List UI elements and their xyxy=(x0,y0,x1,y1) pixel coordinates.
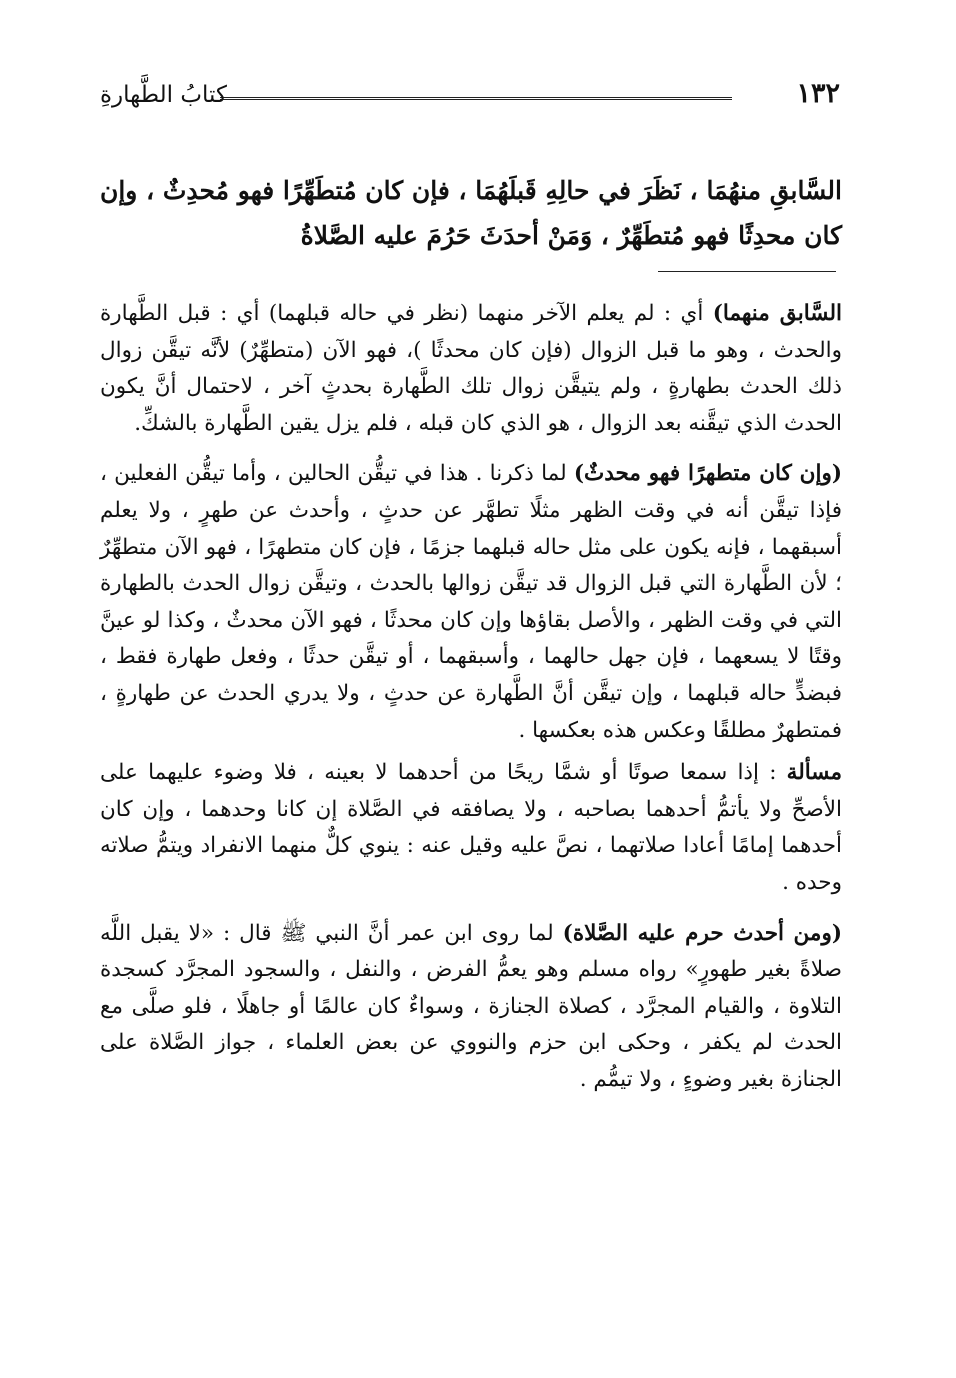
paragraph-lead: (ومن أحدث حرم عليه الصَّلاة) xyxy=(562,920,842,946)
paragraph-text: لما روى ابن عمر أنَّ النبي ﷺ قال : «لا يقبل اللَّه صلاةً بغير طهورٍ» رواه مسلم وهو يعمُّ الفرض ، والنفل ، والسجود المجرَّد كسجدة التلاوة ، والقيام المجرَّد ، كصلاة الجنازة ، وسواءٌ كان عالمًا أو جاهلًا ، فلو صلَّى مع الحدث لم يكفر ، وحكى ابن حزم والنووي عن بعض العلماء ، جواز الصَّلاة على الجنازة بغير وضوءٍ ، ولا تيمُّم . xyxy=(100,920,842,1092)
paragraph-4 xyxy=(100,916,842,1099)
paragraph-lead: مسألة xyxy=(786,760,842,786)
matn-divider xyxy=(658,271,836,272)
commentary xyxy=(100,296,842,1112)
chapter-title: كتابُ الطَّهارةِ xyxy=(100,82,227,108)
page-number: ١٣٢ xyxy=(796,78,840,109)
header-divider xyxy=(220,97,732,100)
paragraph-text: : إذا سمعا صوتًا أو شمَّا ريحًا من أحدهما لا بعينه ، فلا وضوء عليهما على الأصحِّ ولا يأتمُّ أحدهما بصاحبه ، ولا يصافقه في الصَّلاة إن كانا وحدهما ، وإن كان أحدهما إمامًا أعادا صلاتهما ، نصَّ عليه وقيل عنه : ينوي كلٌّ منهما الانفراد ويتمُّ صلاته وحده . xyxy=(100,760,842,895)
paragraph-text: أي : لم يعلم الآخر منهما (نظر في حاله قبلهما) أي : قبل الطَّهارة والحدث ، وهو ما قبل الزوال (فإن كان محدثًا )، فهو الآن (متطهِّرٌ) لأنَّه تيقَّن زوال ذلك الحدث بطهارةٍ ، ولم يتيقَّن زوال تلك الطَّهارة بحدثٍ آخر ، لاحتمال أنَّ يكون الحدث الذي تيقَّنه بعد الزوال ، هو الذي كان قبله ، فلم يزل يقين الطَّهارة بالشكِّ. xyxy=(100,301,842,436)
paragraph-text: لما ذكرنا . هذا في تيقُّن الحالين ، وأما تيقُّن الفعلين ، فإذا تيقَّن أنه في وقت الظهر مثلًا تطهَّر عن حدثٍ ، وأحدث عن طهرٍ ، ولا يعلم أسبقهما ، فإنه يكون على مثل حاله قبلهما جزمًا ، فإن كان متطهرًا ، فهو الآن متطهِّرٌ ؛ لأن الطَّهارة التي قبل الزوال قد تيقَّن زوالها بالحدث ، وتيقَّن زوال الحدث بالطهارة التي في وقت الظهر ، والأصل بقاؤها وإن كان محدثًا ، فهو الآن محدثٌ ، وكذا لو عينَّ وقتًا لا يسعهما ، فإن جهل حالهما ، وأسبقهما ، أو تيقَّن حدثًا ، وفعل طهارة فقط ، فبضدٍّ حاله قبلهما ، وإن تيقَّن أنَّ الطَّهارة عن حدثٍ ، ولا يدري الحدث عن طهارةٍ ، فمتطهرٌ مطلقًا وعكس هذه بعكسها . xyxy=(100,461,842,743)
paragraph-2 xyxy=(100,456,842,749)
paragraph-3 xyxy=(100,755,842,901)
matn-text: السَّابقِ منهُمَا ، نَظَرَ في حالِهِ قَبلَهُمَا ، فإن كان مُتطَهِّرًا فهو مُحدِثٌ ، وإن كان محدِثًا فهو مُتطَهِّرٌ ، وَمَنْ أحدَثَ حَرُمَ عليه الصَّلاةُ xyxy=(100,176,842,250)
page-header xyxy=(100,78,840,118)
paragraph-lead: السَّابق منهما) xyxy=(712,301,842,326)
paragraph-1 xyxy=(100,296,842,442)
paragraph-lead: (وإن كان متطهرًا فهو محدثٌ) xyxy=(573,461,842,487)
